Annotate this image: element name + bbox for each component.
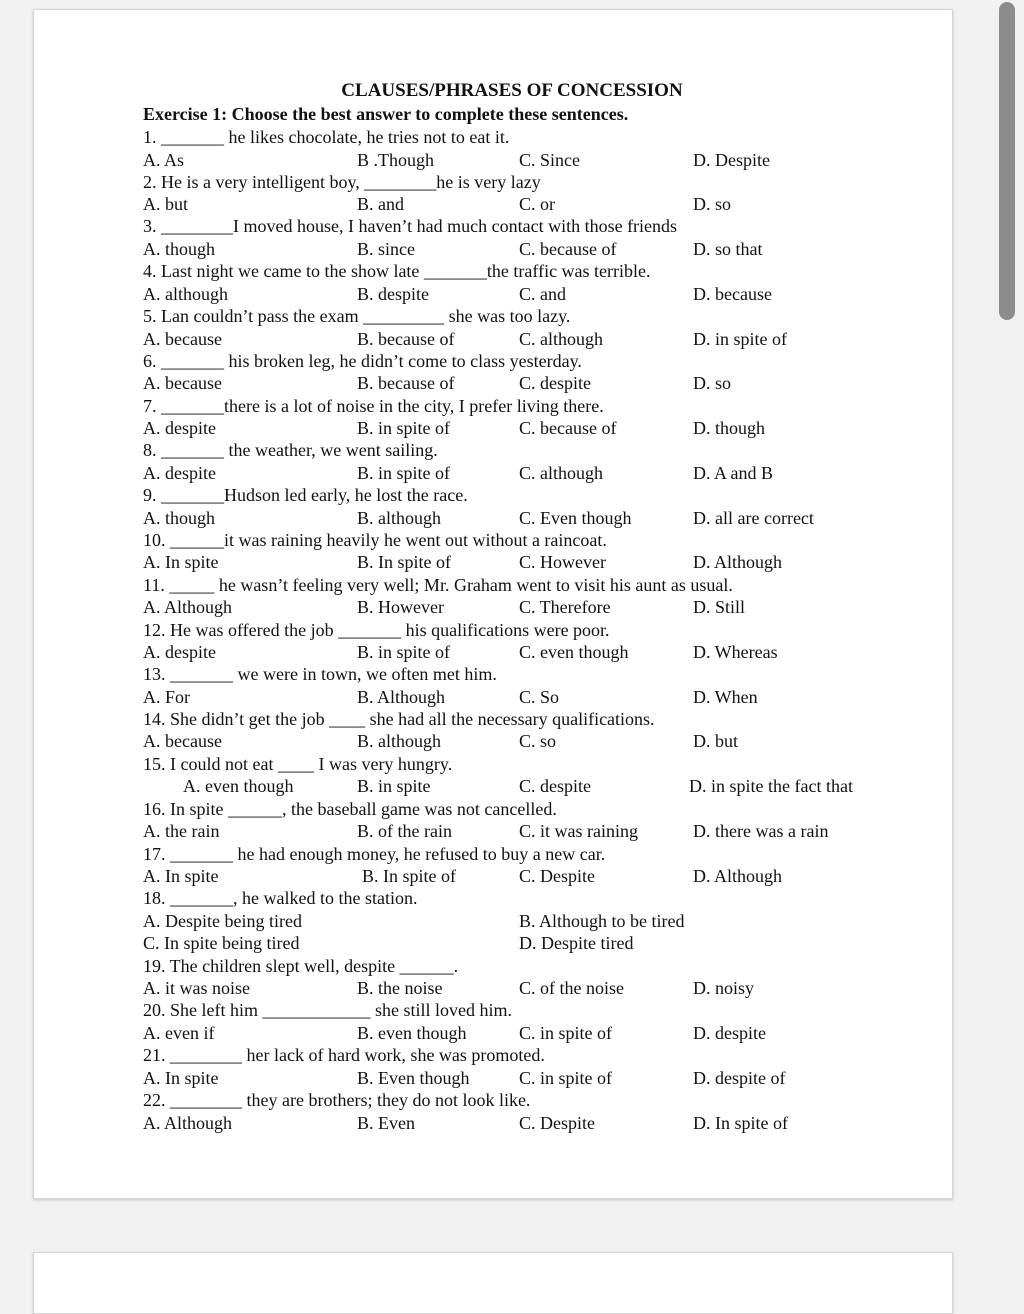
option-6b: B. because of — [357, 373, 455, 393]
option-8c: C. although — [519, 463, 603, 483]
option-2a: A. but — [143, 194, 188, 214]
option-15c: C. despite — [519, 776, 591, 796]
option-5d: D. in spite of — [693, 329, 787, 349]
option-19d: D. noisy — [693, 978, 755, 998]
page-title: CLAUSES/PHRASES OF CONCESSION — [341, 80, 683, 101]
option-9b: B. although — [357, 508, 441, 528]
option-1c: C. Since — [519, 150, 580, 170]
option-12a: A. despite — [143, 642, 216, 662]
option-3b: B. since — [357, 239, 415, 259]
option-16b: B. of the rain — [357, 821, 452, 841]
scrollbar-track[interactable] — [990, 0, 1024, 1280]
question-4: 4. Last night we came to the show late _______the traffic was terrible. — [143, 261, 651, 281]
option-17b: B. In spite of — [362, 866, 456, 886]
question-5: 5. Lan couldn’t pass the exam _________ she was too lazy. — [143, 306, 571, 326]
question-8: 8. _______ the weather, we went sailing. — [143, 440, 438, 460]
option-8a: A. despite — [143, 463, 216, 483]
option-7a: A. despite — [143, 418, 216, 438]
option-11c: C. Therefore — [519, 597, 611, 617]
option-4b: B. despite — [357, 284, 429, 304]
question-11: 11. _____ he wasn’t feeling very well; Mr. Graham went to visit his aunt as usual. — [143, 575, 733, 595]
option-3a: A. though — [143, 239, 215, 259]
option-2c: C. or — [519, 194, 555, 214]
option-15a: A. even though — [183, 776, 294, 796]
scrollbar-thumb[interactable] — [999, 2, 1015, 320]
option-8d: D. A and B — [693, 463, 774, 483]
question-21: 21. ________ her lack of hard work, she was promoted. — [143, 1045, 545, 1065]
option-19b: B. the noise — [357, 978, 443, 998]
option-7d: D. though — [693, 418, 765, 438]
option-4d: D. because — [693, 284, 772, 304]
option-10b: B. In spite of — [357, 552, 451, 572]
option-5c: C. although — [519, 329, 603, 349]
option-9c: C. Even though — [519, 508, 632, 528]
question-15: 15. I could not eat ____ I was very hungry. — [143, 754, 453, 774]
option-13c: C. So — [519, 687, 560, 707]
option-21a: A. In spite — [143, 1068, 219, 1088]
option-21c: C. in spite of — [519, 1068, 612, 1088]
option-22d: D. In spite of — [693, 1113, 788, 1133]
option-9a: A. though — [143, 508, 215, 528]
option-20a: A. even if — [143, 1023, 215, 1043]
question-20: 20. She left him ____________ she still loved him. — [143, 1000, 512, 1020]
question-2: 2. He is a very intelligent boy, ________he is very lazy — [143, 172, 541, 192]
option-16a: A. the rain — [143, 821, 220, 841]
question-7: 7. _______there is a lot of noise in the city, I prefer living there. — [143, 396, 604, 416]
option-1a: A. As — [143, 150, 185, 170]
next-document-page — [33, 1252, 953, 1314]
option-22b: B. Even — [357, 1113, 415, 1133]
question-3: 3. ________I moved house, I haven’t had much contact with those friends — [143, 216, 678, 236]
option-20b: B. even though — [357, 1023, 467, 1043]
option-10c: C. However — [519, 552, 606, 572]
question-16: 16. In spite ______, the baseball game was not cancelled. — [143, 799, 557, 819]
question-14: 14. She didn’t get the job ____ she had all the necessary qualifications. — [143, 709, 655, 729]
option-13b: B. Although — [357, 687, 446, 707]
option-14c: C. so — [519, 731, 557, 751]
option-9d: D. all are correct — [693, 508, 814, 528]
option-18a: A. Despite being tired — [143, 911, 302, 931]
option-11a: A. Although — [143, 597, 233, 617]
option-4c: C. and — [519, 284, 566, 304]
question-19: 19. The children slept well, despite ______. — [143, 956, 459, 976]
option-14b: B. although — [357, 731, 441, 751]
question-9: 9. _______Hudson led early, he lost the race. — [143, 485, 468, 505]
question-10: 10. ______it was raining heavily he went out without a raincoat. — [143, 530, 607, 550]
question-12: 12. He was offered the job _______ his qualifications were poor. — [143, 620, 610, 640]
option-21b: B. Even though — [357, 1068, 470, 1088]
option-1d: D. Despite — [693, 150, 770, 170]
option-22c: C. Despite — [519, 1113, 595, 1133]
option-14d: D. but — [693, 731, 738, 751]
option-5a: A. because — [143, 329, 222, 349]
question-6: 6. _______ his broken leg, he didn’t come to class yesterday. — [143, 351, 582, 371]
option-10d: D. Although — [693, 552, 783, 572]
option-18b: B. Although to be tired — [519, 911, 685, 931]
option-10a: A. In spite — [143, 552, 219, 572]
option-15b: B. in spite — [357, 776, 431, 796]
option-4a: A. although — [143, 284, 228, 304]
option-20d: D. despite — [693, 1023, 766, 1043]
option-2d: D. so — [693, 194, 732, 214]
option-16d: D. there was a rain — [693, 821, 829, 841]
option-5b: B. because of — [357, 329, 455, 349]
question-18: 18. _______, he walked to the station. — [143, 888, 418, 908]
option-11d: D. Still — [693, 597, 746, 617]
option-14a: A. because — [143, 731, 222, 751]
option-12c: C. even though — [519, 642, 629, 662]
option-6d: D. so — [693, 373, 732, 393]
option-13d: D. When — [693, 687, 758, 707]
option-12d: D. Whereas — [693, 642, 778, 662]
option-19a: A. it was noise — [143, 978, 250, 998]
option-1b: B .Though — [357, 150, 435, 170]
option-7c: C. because of — [519, 418, 617, 438]
option-6c: C. despite — [519, 373, 591, 393]
exercise-instruction: Exercise 1: Choose the best answer to complete these sentences. — [143, 104, 629, 124]
option-3d: D. so that — [693, 239, 763, 259]
option-8b: B. in spite of — [357, 463, 450, 483]
option-17d: D. Although — [693, 866, 783, 886]
question-1: 1. _______ he likes chocolate, he tries not to eat it. — [143, 127, 510, 147]
option-15d: D. in spite the fact that — [689, 776, 853, 796]
option-12b: B. in spite of — [357, 642, 450, 662]
option-7b: B. in spite of — [357, 418, 450, 438]
option-17c: C. Despite — [519, 866, 595, 886]
option-18d: D. Despite tired — [519, 933, 634, 953]
option-3c: C. because of — [519, 239, 617, 259]
question-22: 22. ________ they are brothers; they do not look like. — [143, 1090, 531, 1110]
option-22a: A. Although — [143, 1113, 233, 1133]
option-20c: C. in spite of — [519, 1023, 612, 1043]
option-21d: D. despite of — [693, 1068, 786, 1088]
option-16c: C. it was raining — [519, 821, 638, 841]
question-13: 13. _______ we were in town, we often met him. — [143, 664, 497, 684]
option-6a: A. because — [143, 373, 222, 393]
option-19c: C. of the noise — [519, 978, 624, 998]
option-13a: A. For — [143, 687, 191, 707]
option-11b: B. However — [357, 597, 444, 617]
option-17a: A. In spite — [143, 866, 219, 886]
option-2b: B. and — [357, 194, 404, 214]
question-17: 17. _______ he had enough money, he refused to buy a new car. — [143, 844, 606, 864]
option-18c: C. In spite being tired — [143, 933, 300, 953]
